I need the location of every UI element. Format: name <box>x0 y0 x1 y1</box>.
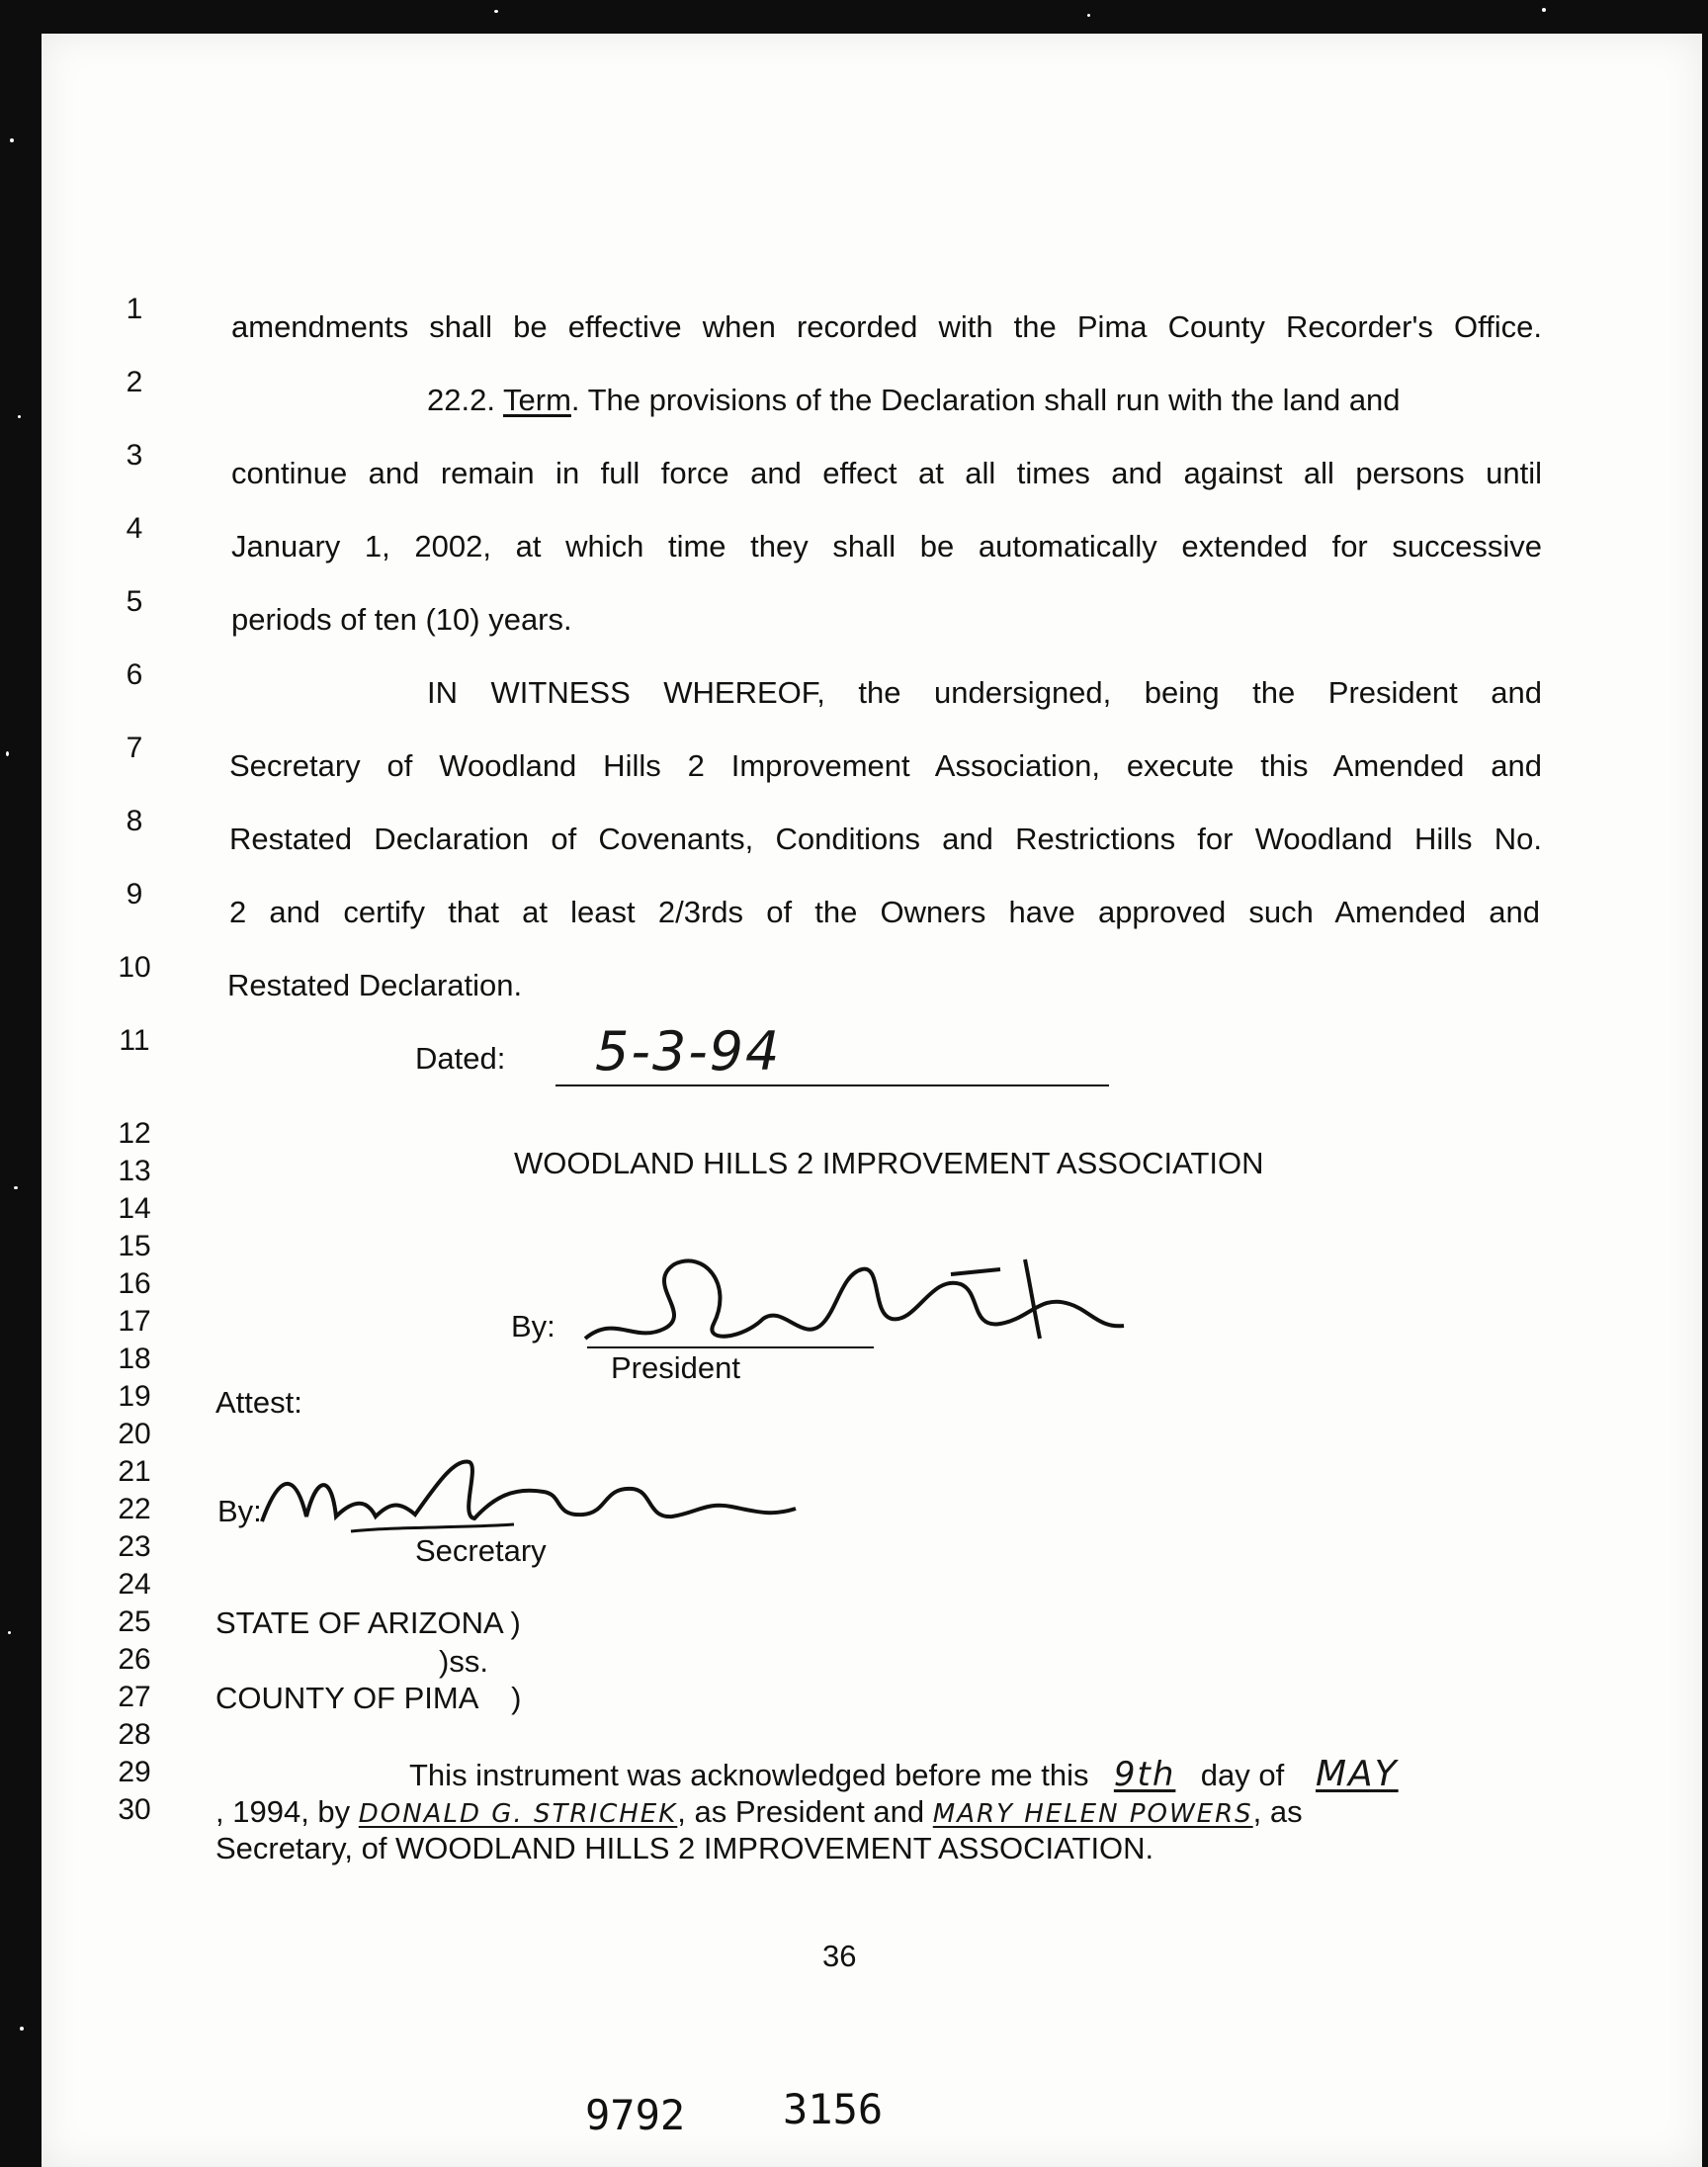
venue-county: COUNTY OF PIMA ) <box>215 1681 522 1715</box>
ack-year-prefix: , 1994, by <box>215 1794 351 1829</box>
line-number: 7 <box>126 732 143 764</box>
body-line-5: periods of ten (10) years. <box>231 602 572 637</box>
line-number: 1 <box>126 293 143 325</box>
secretary-title: Secretary <box>415 1533 547 1568</box>
line-number: 23 <box>118 1530 151 1563</box>
line-number: 27 <box>118 1681 151 1713</box>
attest-label: Attest: <box>215 1385 302 1420</box>
body-line-8: Restated Declaration of Covenants, Conditions and Restrictions for Woodland Hills No. <box>229 822 1542 856</box>
line2-rest: . The provisions of the Declaration shall run with the land and <box>570 383 1401 417</box>
dated-label: Dated: <box>415 1041 506 1076</box>
line-number: 26 <box>118 1643 151 1676</box>
body-line-10: Restated Declaration. <box>227 968 523 1002</box>
ack-as: , as <box>1252 1794 1303 1829</box>
ack-secretary-name: MARY HELEN POWERS <box>932 1799 1253 1829</box>
term-number: 22.2. <box>427 383 495 417</box>
recorder-page-number: 3156 <box>783 2085 884 2133</box>
dated-value: 5-3-94 <box>595 1020 782 1083</box>
venue-ss: )ss. <box>439 1644 488 1679</box>
body-line-9: 2 and certify that at least 2/3rds of the Owners have approved such Amended and <box>229 895 1540 929</box>
president-by-label: By: <box>511 1309 555 1344</box>
president-title: President <box>611 1350 740 1385</box>
line-number: 6 <box>126 658 143 691</box>
ack-month: MAY <box>1315 1754 1399 1794</box>
body-line-6: IN WITNESS WHEREOF, the undersigned, being the President and <box>427 675 1542 710</box>
line-number: 20 <box>118 1418 151 1450</box>
ack-day: 9th <box>1113 1755 1176 1794</box>
line-number: 19 <box>118 1380 151 1413</box>
body-line-1: amendments shall be effective when recorded with the Pima County Recorder's Office. <box>231 309 1542 344</box>
line-number: 18 <box>118 1343 151 1375</box>
body-line-3: continue and remain in full force and effect at all times and against all persons until <box>231 456 1542 490</box>
ack-president-name: DONALD G. STRICHEK <box>358 1799 678 1829</box>
line-number: 10 <box>118 951 151 984</box>
president-signature <box>575 1245 1129 1363</box>
document-page <box>42 34 1702 2167</box>
line-number: 21 <box>118 1455 151 1488</box>
line-number: 11 <box>119 1024 150 1057</box>
venue-state: STATE OF ARIZONA ) <box>215 1605 521 1640</box>
line-number: 24 <box>118 1568 151 1601</box>
line-number: 13 <box>118 1155 151 1187</box>
line-number: 9 <box>126 878 143 910</box>
line-number: 28 <box>118 1718 151 1751</box>
line-number: 30 <box>118 1793 151 1826</box>
line-number: 22 <box>118 1493 151 1525</box>
line-number: 4 <box>126 512 143 545</box>
ack-text: This instrument was acknowledged before me this <box>409 1758 1089 1792</box>
body-line-7: Secretary of Woodland Hills 2 Improvement Association, execute this Amended and <box>229 748 1542 783</box>
line-number: 3 <box>126 439 143 472</box>
body-line-2 <box>427 383 1544 418</box>
line-number: 29 <box>118 1756 151 1788</box>
line-number: 25 <box>118 1605 151 1638</box>
ack-as-president: , as President and <box>677 1794 925 1829</box>
term-heading: Term <box>503 383 571 417</box>
secretary-by-label: By: <box>217 1494 262 1528</box>
line-number: 17 <box>118 1305 151 1338</box>
ack-line-28 <box>409 1754 1421 1794</box>
recorder-docket-number: 9792 <box>585 2091 686 2139</box>
ack-line-29 <box>215 1794 1303 1832</box>
line-number: 14 <box>118 1192 151 1225</box>
line-number: 16 <box>118 1267 151 1300</box>
line-number: 2 <box>126 366 143 398</box>
line-number: 8 <box>126 805 143 837</box>
page-number: 36 <box>822 1939 857 1973</box>
dated-underline <box>555 1084 1109 1086</box>
association-name: WOODLAND HILLS 2 IMPROVEMENT ASSOCIATION <box>514 1146 1264 1180</box>
line-number: 15 <box>118 1230 151 1262</box>
body-line-4: January 1, 2002, at which time they shall be automatically extended for successive <box>231 529 1542 563</box>
ack-line-30: Secretary, of WOODLAND HILLS 2 IMPROVEMENT ASSOCIATION. <box>215 1831 1154 1865</box>
ack-day-of: day of <box>1200 1758 1285 1792</box>
president-signature-line <box>587 1346 874 1348</box>
line-number: 5 <box>126 585 143 618</box>
line-number: 12 <box>118 1117 151 1150</box>
